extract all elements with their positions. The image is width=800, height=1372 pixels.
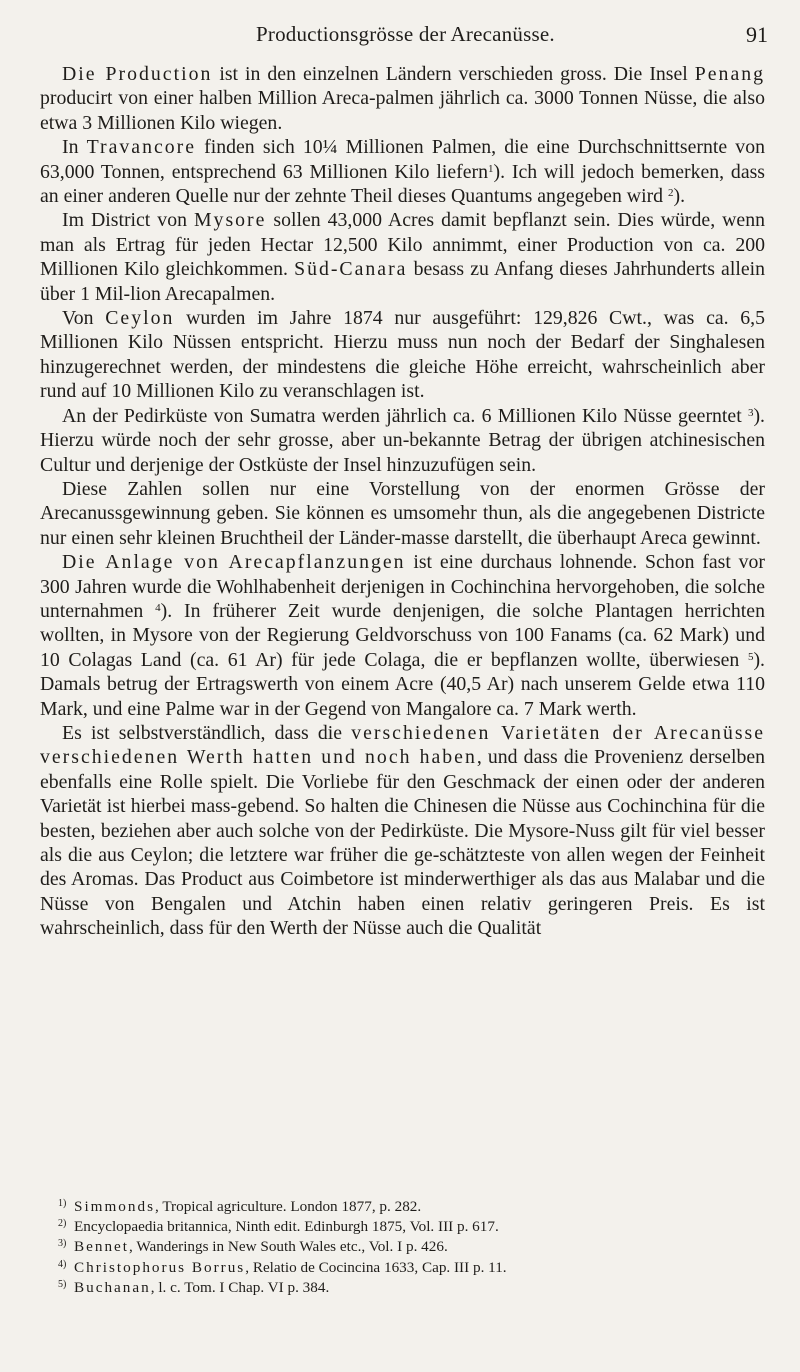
text-run: Es ist selbstverständlich, dass die	[62, 721, 352, 744]
text-run: In	[62, 136, 87, 159]
paragraph	[40, 477, 765, 550]
paragraph	[40, 721, 765, 941]
spaced-text: Die Anlage von Arecapflanzungen	[62, 551, 406, 574]
footnote-ref: 3	[747, 406, 754, 419]
footnote-author: Buchanan	[74, 1278, 151, 1296]
footnote	[58, 1235, 768, 1255]
spaced-text: Süd-Canara	[294, 258, 408, 281]
spaced-text: Penang	[694, 63, 765, 85]
spaced-text: Die Production	[62, 63, 213, 85]
text-run: ist in den einzelnen Ländern verschieden gross. Die Insel	[212, 63, 695, 85]
footnote-mark: 2)	[58, 1218, 67, 1230]
footnote-mark: 3)	[58, 1238, 67, 1250]
text-run: ). Ich will jedoch bemerken, dass an einer anderen Quelle nur der zehnte Theil dieses Quantums angegeben wird	[40, 160, 765, 208]
paragraph	[40, 404, 765, 477]
footnote-text: , Wanderings in New South Wales etc., Vol. I p. 426.	[129, 1238, 448, 1256]
text-run: wurden im Jahre 1874 nur ausgeführt: 129,826 Cwt., was ca. 6,5 Millionen Kilo Nüssen entspricht. Hierzu muss nun noch der Bedarf der Singhalesen hinzugerechnet werden, der mindestens die gleiche Höhe erreicht, wahrscheinlich aber rund auf 10 Millionen Kilo zu veranschlagen ist.	[40, 307, 765, 403]
footnote-ref: 5	[747, 650, 754, 663]
text-run: Diese Zahlen sollen nur eine Vorstellung von der enormen Grösse der Arecanussgewinnung geben. Sie können es umsomehr thun, als die angegebenen Districte nur einen sehr kleinen Bruchtheil der Länder-masse darstellt, die überhaupt Areca gewinnt.	[40, 477, 765, 549]
text-run: producirt von einer halben Million Areca-palmen jährlich ca. 3000 Tonnen Nüsse, die also etwa 3 Millionen Kilo wiegen.	[40, 87, 765, 134]
footnotes	[58, 1195, 768, 1296]
footnote-ref: 2	[668, 187, 674, 200]
text-run: finden sich 10¼ Millionen Palmen, die eine Durchschnittsernte von 63,000 Tonnen, entsprechend 63 Millionen Kilo liefern	[40, 136, 765, 183]
running-title: Productionsgrösse der Arecanüsse.	[256, 22, 555, 46]
text-run: Von	[62, 307, 106, 330]
text-run: besass zu Anfang dieses Jahrhunderts allein über 1 Mil-lion Arecapalmen.	[40, 258, 765, 305]
footnote-author: Bennet	[74, 1238, 130, 1256]
paragraph	[40, 550, 765, 721]
body-text	[40, 62, 765, 941]
footnote-text: , Tropical agriculture. London 1877, p. 282.	[155, 1198, 422, 1215]
text-run: ). Damals betrug der Ertragswerth von einem Acre (40,5 Ar) nach unserem Gelde etwa 110 Mark, und eine Palme war in der Gegend von Mangalore ca. 7 Mark werth.	[40, 648, 765, 720]
footnote-author: Simmonds	[74, 1198, 155, 1215]
page-header	[0, 22, 800, 50]
footnote	[58, 1215, 768, 1235]
text-run: sollen 43,000 Acres damit bepflanzt sein. Dies würde, wenn man als Ertrag für jeden Hectar 12,500 Kilo annimmt, einer Production von ca. 200 Millionen Kilo gleichkommen.	[40, 209, 765, 281]
paragraph	[40, 306, 765, 404]
text-run: Im District von	[62, 209, 194, 232]
footnote-author: Christophorus Borrus	[74, 1258, 246, 1276]
footnote-text: Encyclopaedia britannica, Ninth edit. Edinburgh 1875, Vol. III p. 617.	[74, 1218, 499, 1236]
spaced-text: verschiedenen Varietäten der Arecanüsse verschiedenen Werth hatten und noch haben	[40, 721, 766, 769]
footnote-ref: 1	[488, 162, 494, 175]
text-run: , und dass die Provenienz derselben ebenfalls eine Rolle spielt. Die Vorliebe für den Geschmack der einen oder der anderen Varietät ist hierbei mass-gebend. So halten die Chinesen die Nüsse aus Cochinchina für die besten, beziehen aber auch solche von der Pedirküste. Die Mysore-Nuss gilt für viel besser als die aus Ceylon; die letztere war früher die ge-schätzteste von allen wegen der Feinheit des Aromas. Das Product aus Coimbetore ist minderwerthiger als das aus Malabar und die Nüsse von Bengalen und Atchin haben einen relativ geringeren Preis. Es ist wahrscheinlich, dass für den Werth der Nüsse auch die Qualität	[40, 746, 766, 940]
text-run: ). In früherer Zeit wurde denjenigen, die solche Plantagen herrichten wollten, in Mysore von der Regierung Geldvorschuss von 100 Fanams (ca. 62 Mark) und 10 Colagas Land (ca. 61 Ar) für jede Colaga, die er bepflanzen wollte, überwiesen	[40, 599, 765, 671]
paragraph	[40, 62, 765, 135]
page-number: 91	[746, 22, 768, 47]
paragraph	[40, 208, 765, 306]
text-run: An der Pedirküste von Sumatra werden jährlich ca. 6 Millionen Kilo Nüsse geerntet	[62, 404, 748, 427]
footnote	[58, 1276, 768, 1296]
footnote-mark: 4)	[58, 1258, 67, 1270]
spaced-text: Ceylon	[105, 307, 175, 330]
text-run: ). Hierzu würde noch der sehr grosse, aber un-bekannte Betrag der übrigen atchinesischen Cultur und derjenige der Ostküste der Insel hinzuzufügen sein.	[40, 404, 765, 476]
footnote-text: , l. c. Tom. I Chap. VI p. 384.	[150, 1278, 330, 1296]
spaced-text: Travancore	[86, 136, 196, 159]
spaced-text: Mysore	[193, 209, 267, 232]
text-run: ist eine durchaus lohnende. Schon fast vor 300 Jahren wurde die Wohlhabenheit derjenigen in Cochinchina hervorgehoben, die solche unternahmen	[40, 551, 765, 622]
text-run: ).	[673, 185, 686, 208]
footnote	[58, 1256, 768, 1276]
footnote	[58, 1195, 768, 1215]
footnote-mark: 1)	[58, 1198, 67, 1209]
paragraph	[40, 135, 765, 208]
footnote-ref: 4	[155, 601, 161, 614]
footnote-mark: 5)	[58, 1278, 67, 1290]
footnote-text: , Relatio de Cocincina 1633, Cap. III p. 11.	[245, 1258, 507, 1276]
